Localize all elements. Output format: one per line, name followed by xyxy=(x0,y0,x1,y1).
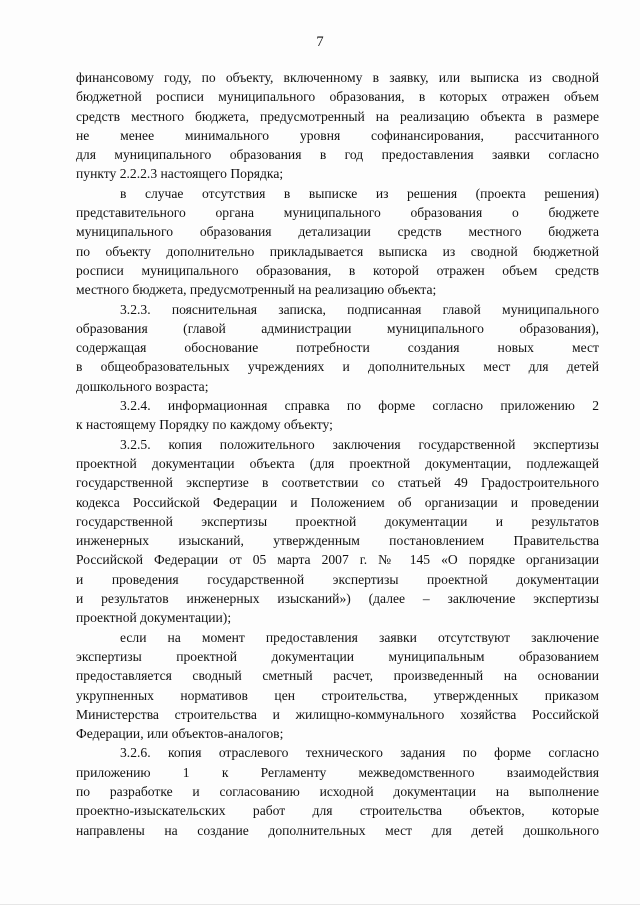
document-body xyxy=(76,68,599,840)
text-line: 3.2.4. информационная справка по форме согласно приложению 2 xyxy=(120,398,599,414)
text-line: бюджетной росписи муниципального образования, в которых отражен объем xyxy=(76,89,599,105)
text-line: проектно-изыскательских работ для строительства объектов, которые xyxy=(76,803,599,819)
text-line: Министерства строительства и жилищно-коммунального хозяйства Российской xyxy=(76,706,599,722)
text-line: к настоящему Порядку по каждому объекту; xyxy=(76,417,333,433)
text-line: приложению 1 к Регламенту межведомственного взаимодействия xyxy=(76,764,599,780)
text-line: образования (главой администрации муниципального образования), xyxy=(76,320,599,336)
text-line: финансовому году, по объекту, включенному в заявку, или выписка из сводной xyxy=(76,70,599,85)
text-line: проектной документации объекта (для проектной документации, подлежащей xyxy=(76,455,599,471)
text-line: государственной экспертизе в соответствии со статьей 49 Градостроительного xyxy=(76,475,599,491)
text-line: не менее минимального уровня софинансирования, рассчитанного xyxy=(76,127,599,143)
text-line: 3.2.6. копия отраслевого технического задания по форме согласно xyxy=(120,745,599,761)
page-number: 7 xyxy=(316,34,324,50)
text-line: в общеобразовательных учреждениях и дополнительных мест для детей xyxy=(76,359,599,375)
text-line: муниципального образования детализации средств местного бюджета xyxy=(76,224,599,240)
text-line: 3.2.5. копия положительного заключения государственной экспертизы xyxy=(120,436,599,452)
text-line: содержащая обоснование потребности создания новых мест xyxy=(76,340,599,356)
text-line: средств местного бюджета, предусмотренный на реализацию объекта в размере xyxy=(76,108,599,124)
text-line: направлены на создание дополнительных мест для детей дошкольного xyxy=(76,822,599,838)
text-line: представительного органа муниципального образования о бюджете xyxy=(76,205,599,221)
text-line: по разработке и согласованию исходной документации на выполнение xyxy=(76,783,599,799)
text-line: проектной документации); xyxy=(76,610,232,626)
text-line: местного бюджета, предусмотренный на реализацию объекта; xyxy=(76,282,437,298)
text-line: и проведения государственной экспертизы проектной документации xyxy=(76,571,599,587)
text-line: в случае отсутствия в выписке из решения (проекта решения) xyxy=(120,185,599,201)
text-line: инженерных изысканий, утвержденным постановлением Правительства xyxy=(76,533,599,549)
text-line: и результатов инженерных изысканий») (далее – заключение экспертизы xyxy=(76,591,599,607)
text-line: 3.2.3. пояснительная записка, подписанная главой муниципального xyxy=(120,301,599,317)
text-line: укрупненных нормативов цен строительства, утвержденных приказом xyxy=(76,687,599,703)
text-line: пункту 2.2.2.3 настоящего Порядка; xyxy=(76,166,284,182)
text-line: кодекса Российской Федерации и Положением об организации и проведении xyxy=(76,494,599,510)
text-line: Российской Федерации от 05 марта 2007 г. № 145 «О порядке организации xyxy=(76,552,599,568)
text-line: Федерации, или объектов-аналогов; xyxy=(76,726,284,742)
text-line: если на момент предоставления заявки отсутствуют заключение xyxy=(120,629,599,645)
text-line: росписи муниципального образования, в которой отражен объем средств xyxy=(76,262,599,278)
text-line: для муниципального образования в год предоставления заявки согласно xyxy=(76,147,599,163)
text-line: предоставляется сводный сметный расчет, произведенный на основании xyxy=(76,668,599,684)
text-line: по объекту дополнительно прикладывается выписка из сводной бюджетной xyxy=(76,243,599,259)
text-line: экспертизы проектной документации муниципальным образованием xyxy=(76,648,599,664)
text-line: государственной экспертизы проектной документации и результатов xyxy=(76,513,599,529)
text-line: дошкольного возраста; xyxy=(76,378,209,394)
